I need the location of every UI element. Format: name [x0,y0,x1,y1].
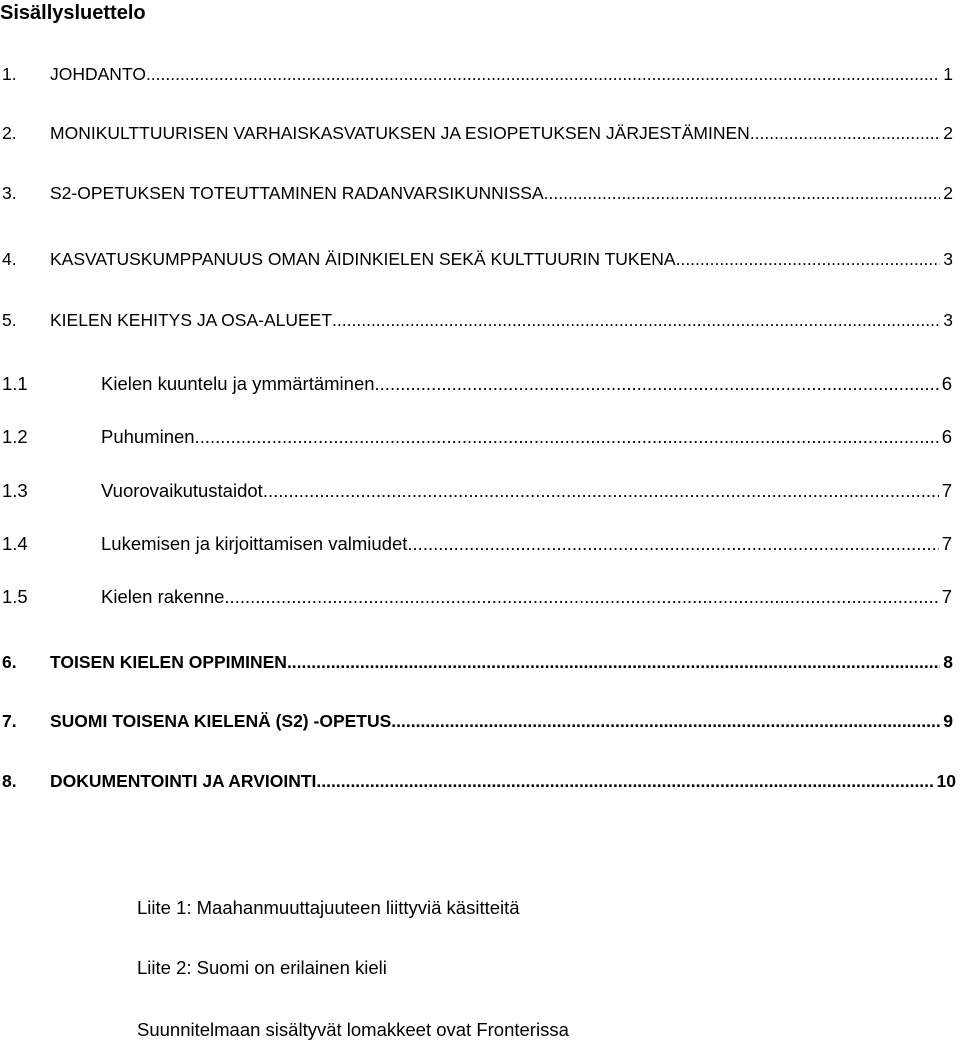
toc-page-number: 6 [941,373,952,394]
toc-entry-1-3[interactable] [2,474,952,502]
toc-title: TOISEN KIELEN OPPIMINEN [50,652,287,672]
dot-leader [750,122,940,144]
appendix-2: Liite 2: Suomi on erilainen kieli [137,957,387,978]
toc-title: JOHDANTO [50,64,146,84]
toc-page-number: 7 [941,480,952,501]
toc-page-number: 3 [943,310,953,330]
toc-title: Kielen kuuntelu ja ymmärtäminen [101,373,375,394]
toc-title: Puhuminen [101,426,195,447]
dot-leader [544,182,941,204]
dot-leader [224,586,938,608]
toc-entry-1[interactable] [2,57,953,85]
toc-title: KIELEN KEHITYS JA OSA-ALUEET [50,310,333,330]
toc-entry-5[interactable] [2,303,953,331]
toc-page-number: 10 [936,771,956,791]
appendix-1: Liite 1: Maahanmuuttajuuteen liittyviä käsitteitä [137,897,520,918]
toc-entry-1-5[interactable] [2,580,952,608]
toc-title: Kielen rakenne [101,586,225,607]
dot-leader [375,373,939,395]
toc-number: 1.3 [2,480,28,501]
toc-title: DOKUMENTOINTI JA ARVIOINTI [50,771,317,791]
toc-entry-8[interactable] [2,764,956,792]
toc-title: S2-OPETUKSEN TOTEUTTAMINEN RADANVARSIKUNNISSA [50,183,544,203]
toc-entry-7[interactable] [2,704,953,732]
toc-title: Lukemisen ja kirjoittamisen valmiudet [101,533,408,554]
toc-page-number: 2 [943,123,953,143]
dot-leader [263,480,939,502]
toc-number: 4. [2,249,17,269]
toc-page-number: 7 [941,533,952,554]
toc-number: 1.1 [2,373,28,394]
toc-page-number: 7 [941,586,952,607]
dot-leader [146,63,940,85]
toc-number: 5. [2,310,17,330]
toc-entry-6[interactable] [2,645,953,673]
toc-entry-1-1[interactable] [2,367,952,395]
appendix-note: Suunnitelmaan sisältyvät lomakkeet ovat Fronterissa [137,1019,569,1040]
toc-entry-1-2[interactable] [2,420,952,448]
toc-number: 1. [2,64,17,84]
toc-number: 1.4 [2,533,28,554]
toc-title: Vuorovaikutustaidot [101,480,263,501]
toc-page-number: 6 [941,426,952,447]
dot-leader [407,533,938,555]
toc-entry-1-4[interactable] [2,527,952,555]
toc-number: 6. [2,652,17,672]
dot-leader [676,248,941,270]
toc-entry-4[interactable] [2,242,953,270]
dot-leader [332,309,940,331]
toc-number: 1.5 [2,586,28,607]
toc-page-number: 1 [943,64,953,84]
toc-number: 2. [2,123,17,143]
toc-title: KASVATUSKUMPPANUUS OMAN ÄIDINKIELEN SEKÄ KULTTUURIN TUKENA [50,249,676,269]
toc-page-number: 8 [943,652,953,672]
toc-heading: Sisällysluettelo [0,2,146,24]
dot-leader [316,770,933,792]
toc-title: SUOMI TOISENA KIELENÄ (S2) -OPETUS [50,711,392,731]
toc-number: 8. [2,771,17,791]
toc-page-number: 2 [943,183,953,203]
toc-number: 1.2 [2,426,28,447]
toc-number: 3. [2,183,17,203]
toc-number: 7. [2,711,17,731]
toc-title: MONIKULTTUURISEN VARHAISKASVATUKSEN JA ESIOPETUKSEN JÄRJESTÄMINEN [50,123,750,143]
dot-leader [195,426,939,448]
toc-page-number: 9 [943,711,953,731]
toc-entry-3[interactable] [2,176,953,204]
toc-page-number: 3 [943,249,953,269]
dot-leader [391,710,940,732]
dot-leader [287,651,940,673]
toc-entry-2[interactable] [2,116,953,144]
